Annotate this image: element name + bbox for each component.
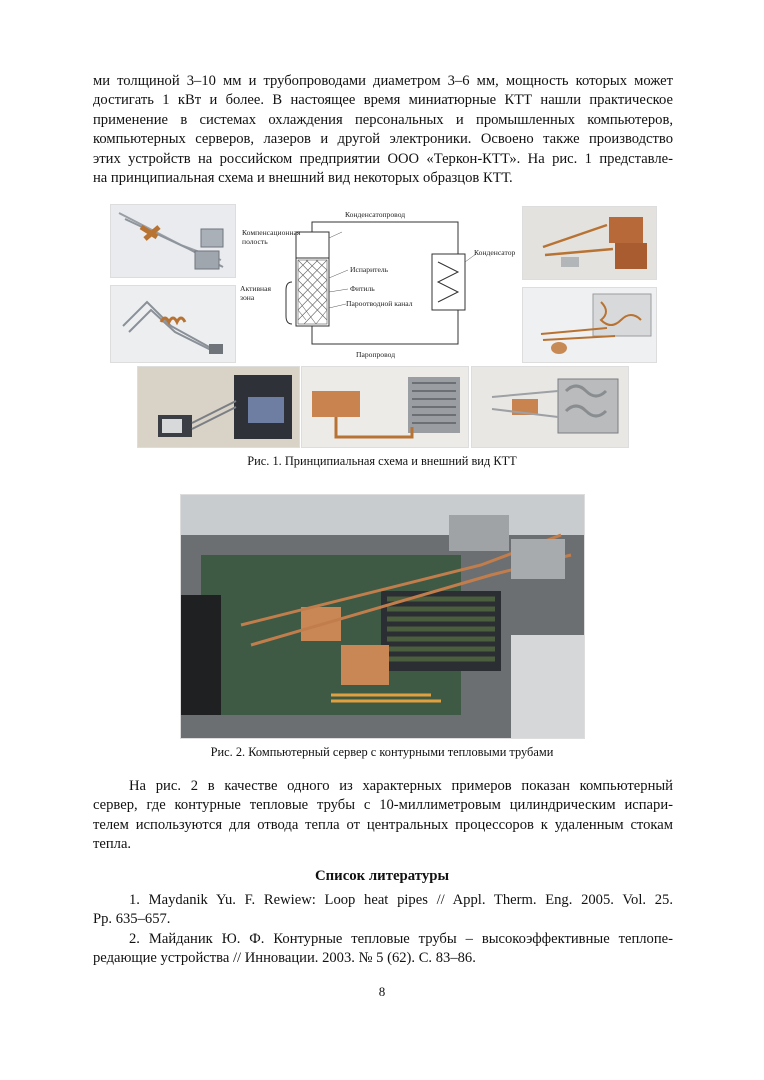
label-active-zone: зона: [240, 293, 255, 302]
label-vapor-channel: Пароотводной канал: [346, 299, 413, 308]
text-line: достигать 1 кВт и более. В настоящее время миниатюрные КТТ нашли практическое: [93, 92, 673, 109]
reference-item: [93, 930, 673, 969]
loop-heat-pipe-diagram: [236, 204, 520, 362]
text-line: тепла.: [93, 836, 132, 853]
cooling-module-photo: [301, 366, 469, 448]
text-line: ми толщиной 3–10 мм и трубопроводами диаметром 3–6 мм, мощность которых может: [93, 73, 673, 89]
server-photo: [180, 494, 585, 739]
label-vapor-line: Паропровод: [356, 350, 396, 359]
label-compensation: полость: [242, 237, 268, 246]
cooling-module-photo: [471, 366, 629, 448]
label-evaporator: Испаритель: [350, 265, 389, 274]
text-line: этих устройств на российском предприятии ООО «Теркон-КТТ». На рис. 1 представле-: [93, 150, 673, 167]
text-line: телем используются для отвода тепла от центральных процессоров к удаленным стокам: [93, 816, 673, 833]
text-line: на принципиальная схема и внешний вид некоторых образцов КТТ.: [93, 170, 513, 187]
cooling-module-photo: [137, 366, 300, 448]
figure-2-caption: Рис. 2. Компьютерный сервер с контурными тепловыми трубами: [210, 745, 554, 759]
text-line: редающие устройства // Инновации. 2003. № 5 (62). С. 83–86.: [93, 950, 476, 967]
references-heading: Список литературы: [314, 868, 450, 884]
text-line: На рис. 2 в качестве одного из характерных примеров показан компьютерный: [129, 778, 673, 794]
loop-heat-pipe-photo: [522, 206, 657, 280]
body-paragraph: [93, 777, 673, 855]
text-line: сервер, где контурные тепловые трубы с 10-миллиметровым цилиндрическим испари-: [93, 797, 673, 814]
label-wick: Фитиль: [350, 284, 375, 293]
loop-heat-pipe-photo: [522, 287, 657, 363]
text-line: 2. Майданик Ю. Ф. Контурные тепловые трубы – высокоэффективные теплопе-: [129, 931, 673, 947]
text-line: применение в системах охлаждения персональных и промышленных компьютеров,: [93, 111, 673, 128]
figure-1-caption: Рис. 1. Принципиальная схема и внешний вид КТТ: [247, 454, 517, 468]
text-line: компьютерных серверов, лазеров и другой электроники. Освоено также производство: [93, 131, 673, 148]
page-number: 8: [378, 984, 386, 999]
loop-heat-pipe-photo: [110, 285, 236, 363]
label-active-zone: Активная: [240, 284, 271, 293]
intro-paragraph: [93, 72, 673, 188]
label-condenser: Конденсатор: [474, 248, 516, 257]
text-line: 1. Maydanik Yu. F. Rewiew: Loop heat pipes // Appl. Therm. Eng. 2005. Vol. 25.: [129, 892, 673, 908]
text-line: Pp. 635–657.: [93, 911, 171, 928]
reference-item: [93, 891, 673, 930]
label-condensate-line: Конденсатопровод: [345, 210, 406, 219]
loop-heat-pipe-photo: [110, 204, 236, 278]
label-compensation: Компенсационная: [242, 228, 301, 237]
